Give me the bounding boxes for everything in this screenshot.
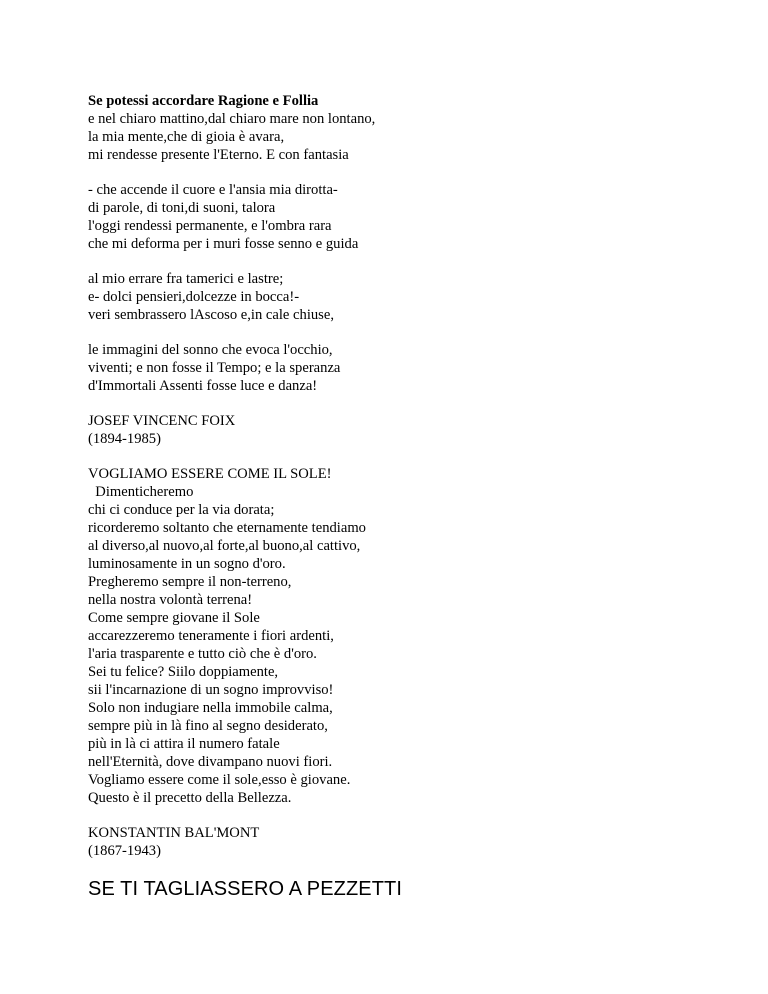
poem-line: più in là ci attira il numero fatale: [88, 736, 280, 752]
poem-line: di parole, di toni,di suoni, talora: [88, 200, 276, 216]
poem-line: Sei tu felice? Siilo doppiamente,: [88, 664, 279, 680]
poem-line: viventi; e non fosse il Tempo; e la speranza: [88, 360, 341, 376]
poem-line: che mi deforma per i muri fosse senno e guida: [88, 236, 359, 252]
poem1-stanza3: [88, 270, 728, 324]
poem-line: sii l'incarnazione di un sogno improvviso!: [88, 682, 334, 698]
poem-line: d'Immortali Assenti fosse luce e danza!: [88, 378, 318, 394]
poem-line: mi rendesse presente l'Eterno. E con fantasia: [88, 147, 349, 163]
poem2-title: VOGLIAMO ESSERE COME IL SOLE!: [88, 466, 332, 482]
poem-line: Dimenticheremo: [88, 484, 194, 500]
poem-line: chi ci conduce per la via dorata;: [88, 502, 275, 518]
poem-line: e nel chiaro mattino,dal chiaro mare non lontano,: [88, 111, 376, 127]
poem-line: veri sembrassero lAscoso e,in cale chiuse,: [88, 307, 334, 323]
author-dates: (1894-1985): [88, 431, 161, 447]
poem1-author: [88, 412, 728, 448]
poem-line: nella nostra volontà terrena!: [88, 592, 253, 608]
poem1-stanza4: [88, 341, 728, 395]
poem-line: e- dolci pensieri,dolcezze in bocca!-: [88, 289, 300, 305]
poem-line: l'aria trasparente e tutto ciò che è d'oro.: [88, 646, 317, 662]
poem1-title: Se potessi accordare Ragione e Follia: [88, 93, 319, 109]
poem-line: sempre più in là fino al segno desiderato,: [88, 718, 328, 734]
poem-line: Vogliamo essere come il sole,esso è giovane.: [88, 772, 351, 788]
poem-line: Come sempre giovane il Sole: [88, 610, 260, 626]
poem-line: - che accende il cuore e l'ansia mia dirotta-: [88, 182, 338, 198]
poem-line: accarezzeremo teneramente i fiori ardenti,: [88, 628, 334, 644]
author-name: JOSEF VINCENC FOIX: [88, 413, 236, 429]
poem-line: ricorderemo soltanto che eternamente tendiamo: [88, 520, 366, 536]
author-name: KONSTANTIN BAL'MONT: [88, 825, 260, 841]
poem1-stanza1: [88, 92, 728, 164]
poem-line: nell'Eternità, dove divampano nuovi fiori.: [88, 754, 333, 770]
author-dates: (1867-1943): [88, 843, 161, 859]
poem2-body: [88, 465, 728, 807]
poem-line: al mio errare fra tamerici e lastre;: [88, 271, 284, 287]
document-page: [88, 92, 728, 901]
poem-line: l'oggi rendessi permanente, e l'ombra rara: [88, 218, 332, 234]
section-heading: SE TI TAGLIASSERO A PEZZETTI: [88, 878, 403, 900]
poem-line: Solo non indugiare nella immobile calma,: [88, 700, 333, 716]
poem-line: al diverso,al nuovo,al forte,al buono,al cattivo,: [88, 538, 361, 554]
poem-line: Questo è il precetto della Bellezza.: [88, 790, 292, 806]
poem-line: la mia mente,che di gioia è avara,: [88, 129, 285, 145]
poem-line: luminosamente in un sogno d'oro.: [88, 556, 286, 572]
poem-line: Pregheremo sempre il non-terreno,: [88, 574, 292, 590]
poem2-author: [88, 824, 728, 860]
poem-line: le immagini del sonno che evoca l'occhio,: [88, 342, 333, 358]
poem1-stanza2: [88, 181, 728, 253]
